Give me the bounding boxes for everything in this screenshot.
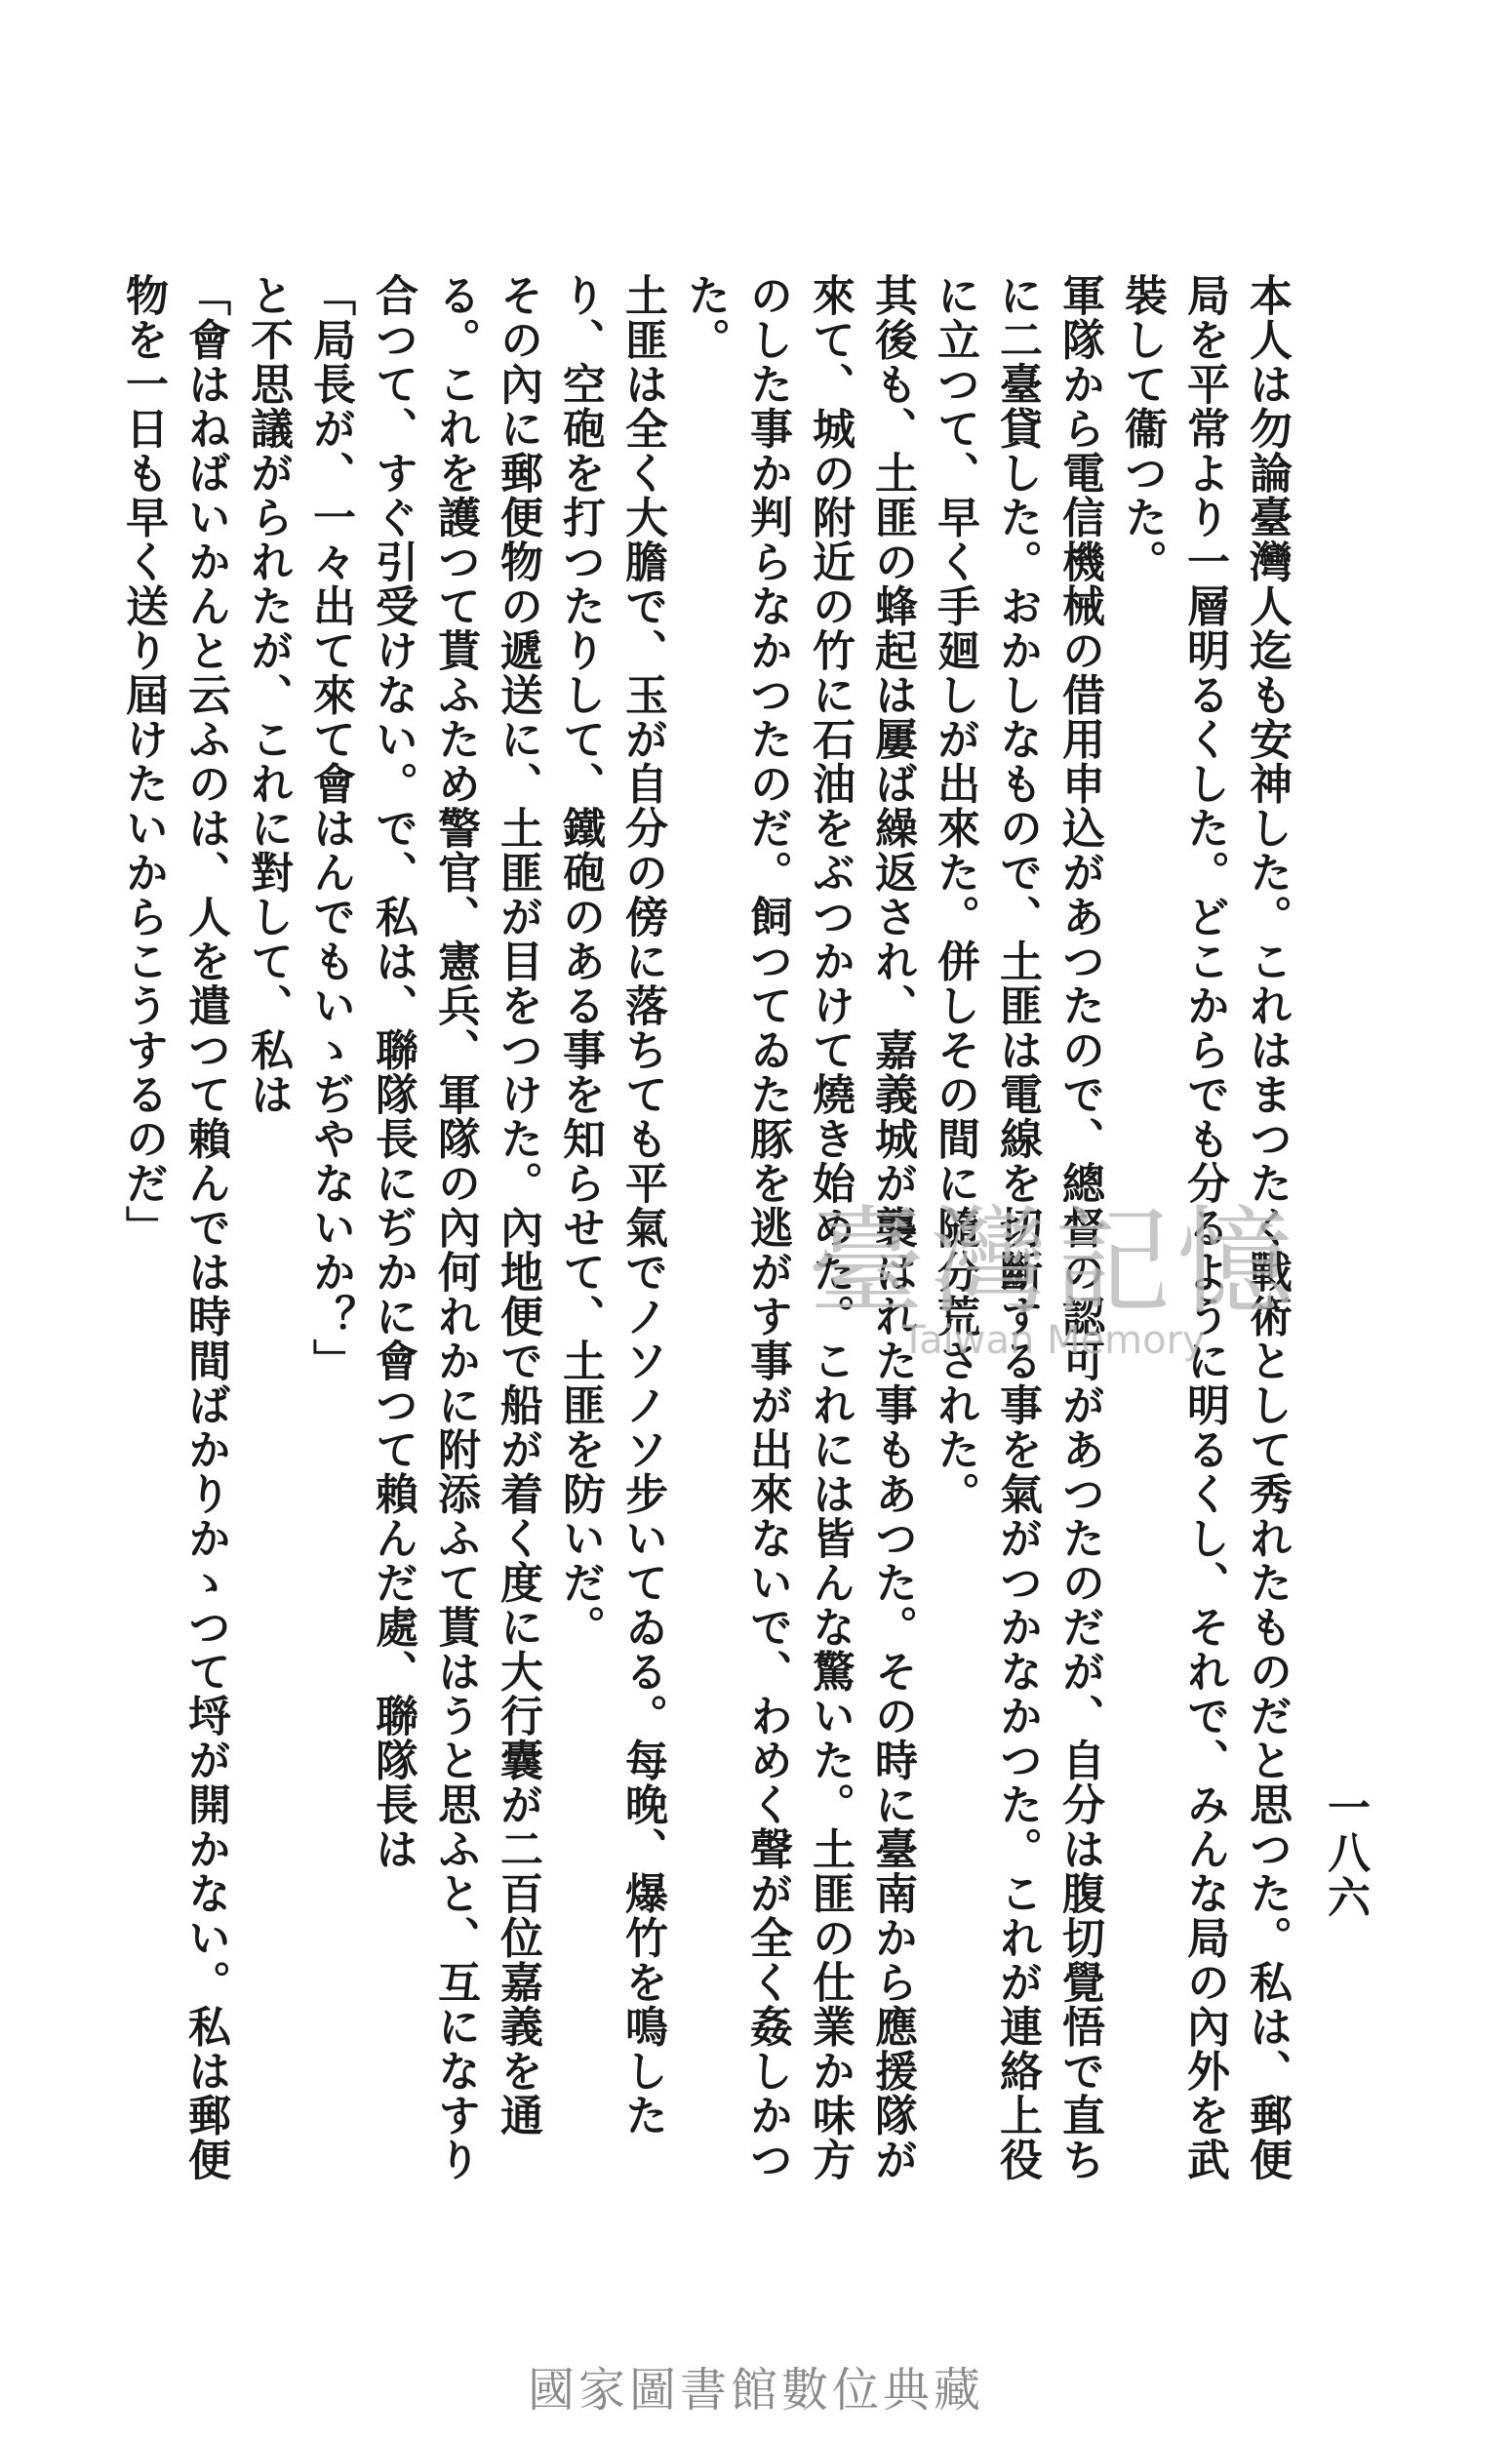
- paragraph: その內に郵便物の遞送に、土匪が目をつけた。內地便で船が着く度に大行囊が二百位嘉義を通る。これを護つて貰ふため警官、憲兵、軍隊の內何れかに附添ふて貰はうと思ふと、互になすり合つて、すぐ引受けない。で、私は、聯隊長にぢかに會つて賴んだ處、聯隊長は: [368, 273, 542, 2182]
- watermark-latin: Taiwan Memory: [901, 1318, 1206, 1363]
- paragraph: と不思議がられたが、これに對して、私は: [243, 273, 293, 1117]
- paragraph: 本人は勿論臺灣人迄も安神した。これはまつたく戰術として秀れたものだと思つた。私は、郵便局を平常より一層明るくした。どこからでも分るように明るくし、それで、みんな局の內外を武裝して衞つた。: [1117, 273, 1292, 2182]
- paragraph: 土匪は全く大膽で、玉が自分の傍に落ちても平氣でノソノソ步いてゐる。每晚、爆竹を鳴したり、空砲を打つたりして、鐵砲のある事を知らせて、土匪を防いだ。: [555, 273, 667, 2138]
- watermark-logo: [751, 1195, 1356, 1395]
- paragraph: 其後も、土匪の蜂起は屢ば繰返され、嘉義城が襲はれた事もあつた。その時に臺南から應援隊が來て、城の附近の竹に石油をぶつかけて燒き始めた。これには皆んな驚いた。土匪の仕業か味方のした事か判らなかつたのだ。飼つてゐた豚を逃がす事が出來ないで、わめく聲が全く姦しかつた。: [680, 273, 917, 2182]
- watermark-cjk: 臺灣記憶: [808, 1195, 1299, 1331]
- paragraph: 「局長が、一々出て來て會はんでもいゝぢやないか？」: [305, 273, 355, 1383]
- page-number: 一八六: [1320, 1785, 1370, 1920]
- paragraph: 軍隊から電信機械の借用申込があつたので、總督の認可があつたのだが、自分は腹切覺悟で直ちに二臺貸した。おかしなもので、土匪は電線を切斷する事を氣がつかなかつた。これが連絡上役に立つて、早く手廻しが出來た。併しその間に隨分荒された。: [930, 273, 1104, 2182]
- paragraph: 「會はねばいかんと云ふのは、人を遣つて賴んでは時間ばかりかゝつて埒が開かない。私は郵便物を一日も早く送り屆けたいからこうするのだ」: [118, 273, 230, 2182]
- footer-credit: 國家圖書館數位典藏: [527, 2363, 984, 2418]
